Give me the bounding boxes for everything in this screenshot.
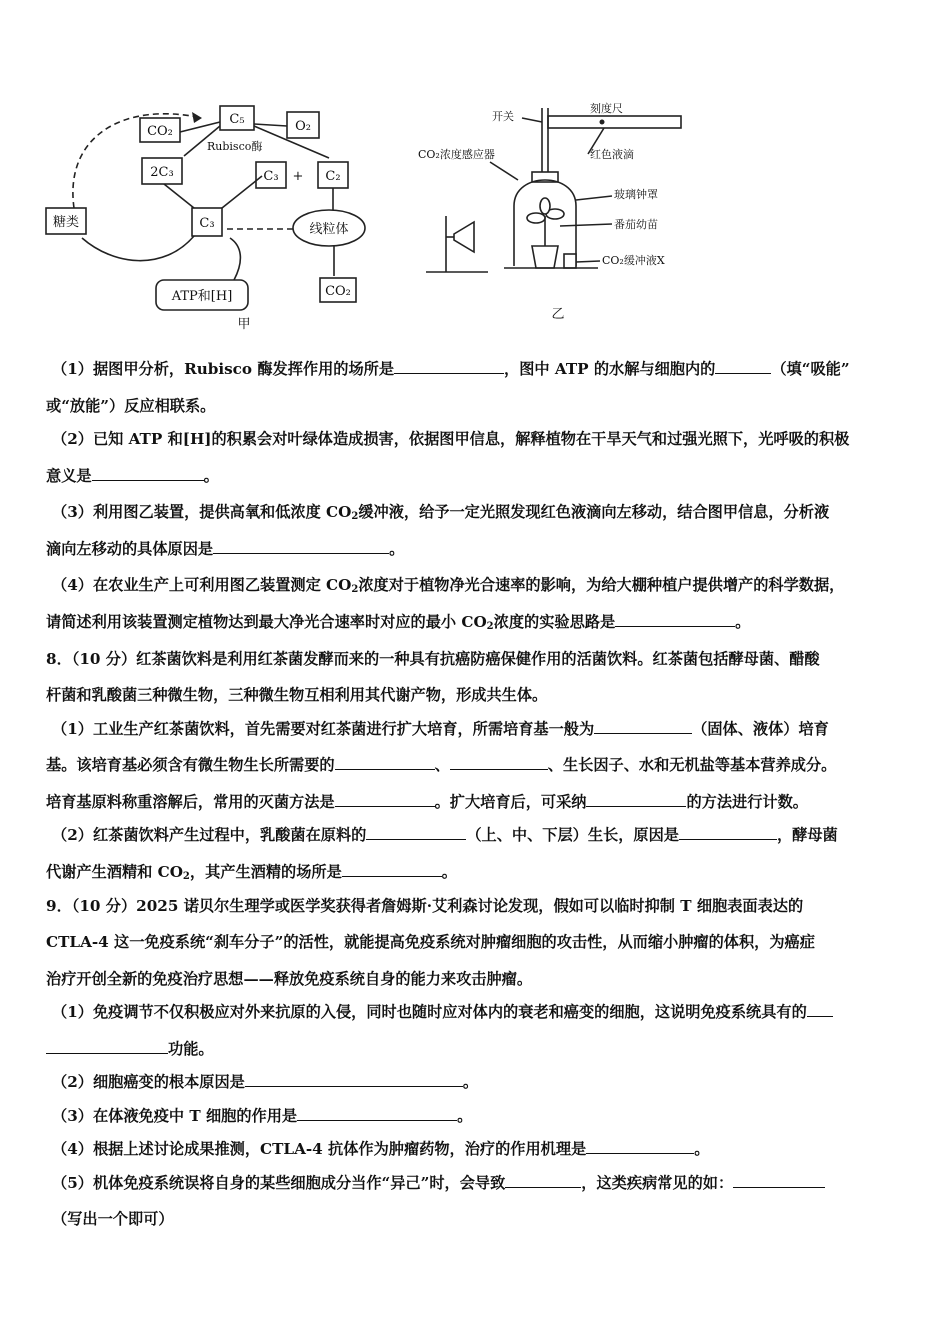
answer-blank[interactable] [366, 824, 466, 840]
q7-part4-line2: 请简述利用该装置测定植物达到最大净光合速率时对应的最小 $CO_2$浓度的实验思路是 。 [46, 613, 751, 633]
q9-part1-line2: 功能。 [46, 1036, 910, 1070]
q7-part2-line1: （2）已知 ATP 和[H]的积累会对叶绿体造成损害，依据图甲信息，解释植物在干旱天气和过强光照下，光呼吸的积极 [52, 430, 850, 449]
q9-part1-line1: （1）免疫调节不仅积极应对外来抗原的入侵，同时也随时应对体内的衰老和癌变的细胞，这说明免疫系统具有的 [46, 999, 910, 1036]
co2-output-label: CO₂ [325, 284, 351, 299]
arrow-c3r-c3 [222, 176, 262, 208]
q7-part4-line1: （4）在农业生产上可利用图乙装置测定 $CO_2$浓度对于植物净光合速率的影响，为给大棚种植户提供增产的科学数据， [52, 576, 845, 596]
answer-blank[interactable] [335, 754, 435, 770]
c3-bottom-label: C₃ [199, 216, 215, 231]
o2-label: O₂ [295, 119, 311, 134]
lamp-head [454, 222, 474, 252]
q8-part2-line2: 代谢产生酒精和 $CO_2$，其产生酒精的场所是 。 [46, 863, 457, 883]
buffer-beaker [564, 254, 576, 268]
answer-blank[interactable] [586, 791, 686, 807]
co2-input-label: CO₂ [147, 124, 173, 139]
answer-blank[interactable] [342, 861, 442, 877]
arrow-atp-c3 [230, 238, 240, 280]
figure-b-caption: 乙 [551, 307, 565, 322]
sensor-label: CO₂浓度感应器 [418, 148, 495, 161]
switch-label: 开关 [492, 110, 514, 123]
answer-blank[interactable] [450, 754, 548, 770]
answer-blank[interactable] [297, 1105, 457, 1121]
q9-part2: （2）细胞癌变的根本原因是 。 [52, 1073, 479, 1092]
q9-part5-line2: （写出一个即可） [52, 1210, 174, 1229]
c2-label: C₂ [325, 169, 341, 184]
figure-b-apparatus-diagram [414, 96, 714, 331]
red-droplet-label: 红色液滴 [590, 148, 634, 161]
mitochondria-label: 线粒体 [309, 222, 349, 237]
2c3-label: 2C₃ [150, 165, 174, 180]
sensor-pointer [490, 162, 518, 180]
answer-blank[interactable] [715, 358, 771, 374]
atp-label: ATP和[H] [171, 289, 233, 304]
buffer-pointer [576, 261, 600, 262]
sugar-label: 糖类 [52, 215, 80, 230]
arrow-head [192, 112, 202, 123]
answer-blank[interactable] [505, 1172, 581, 1188]
buffer-label: CO₂缓冲液X [602, 254, 665, 267]
q9-part4: （4）根据上述讨论成果推测，CTLA-4 抗体作为肿瘤药物，治疗的作用机理是 。 [52, 1140, 710, 1159]
seedling-pointer [560, 224, 612, 226]
arrow-c3-sugar [82, 236, 194, 261]
bell-pointer [576, 196, 612, 200]
ruler-label: 刻度尺 [590, 102, 623, 115]
q9-part3: （3）在体液免疫中 T 细胞的作用是 。 [52, 1106, 473, 1125]
answer-blank[interactable] [594, 718, 692, 734]
q8-heading-line1: 8．（10 分）红茶菌饮料是利用红茶菌发酵而来的一种具有抗癌防癌保健作用的活菌饮料。红茶菌包括酵母菌、醋酸 [46, 649, 820, 668]
q7-part1-line2: 或“放能”）反应相联系。 [46, 396, 216, 415]
q7-part3-line1: （3）利用图乙装置，提供高氧和低浓度 $CO_2$缓冲液，给予一定光照发现红色液滴向左移动，结合图甲信息，分析液 [52, 503, 830, 523]
figure-a-caption: 甲 [237, 317, 251, 332]
q9-heading-line1: 9．（10 分）2025 诺贝尔生理学或医学奖获得者詹姆斯·艾利森讨论发现，假如可以临时抑制 T 细胞表面表达的 [46, 896, 804, 915]
answer-blank[interactable] [92, 465, 204, 481]
figure-a-calvin-photorespiration-diagram [44, 96, 374, 336]
answer-blank[interactable] [245, 1071, 463, 1087]
q9-heading-line3: 治疗开创全新的免疫治疗思想——释放免疫系统自身的能力来攻击肿瘤。 [46, 969, 532, 988]
answer-blank[interactable] [679, 824, 777, 840]
answer-blank[interactable] [335, 791, 435, 807]
ruler-bar [548, 116, 681, 128]
leaf-top [540, 198, 550, 214]
q8-part1-line3: 培育基原料称重溶解后，常用的灭菌方法是 。扩大培育后，可采纳 的方法进行计数。 [46, 792, 808, 811]
red-droplet [600, 120, 605, 125]
arrow-o2-c5 [254, 124, 287, 126]
q7-part2-line2: 意义是 。 [46, 466, 219, 485]
q9-heading-line2: CTLA-4 这一免疫系统“刹车分子”的活性，就能提高免疫系统对肿瘤细胞的攻击性，从而缩小肿瘤的体积，为癌症 [46, 933, 815, 952]
q8-part1-line1: （1）工业生产红茶菌饮料，首先需要对红茶菌进行扩大培育，所需培育基一般为 （固体、液体）培育 [52, 719, 829, 738]
q9-part5-line1: （5）机体免疫系统误将自身的某些细胞成分当作“异己”时，会导致 ，这类疾病常见的如： [46, 1170, 910, 1207]
arrow-2c3-c3 [164, 184, 194, 208]
answer-blank[interactable] [586, 1138, 694, 1154]
leaf-left [527, 213, 545, 223]
flower-pot [532, 246, 558, 268]
q8-part1-line2: 基。该培育基必须含有微生物生长所需要的 、 、生长因子、水和无机盐等基本营养成分。 [46, 756, 837, 775]
c3-right-label: C₃ [263, 169, 279, 184]
q8-part2-line1: （2）红茶菌饮料产生过程中，乳酸菌在原料的 （上、中、下层）生长，原因是 ，酵母菌 [52, 826, 838, 845]
answer-blank[interactable] [394, 358, 504, 374]
rubisco-label: Rubisco酶 [207, 140, 263, 153]
answer-blank[interactable] [733, 1172, 825, 1188]
q8-heading-line2: 杆菌和乳酸菌三种微生物，三种微生物互相利用其代谢产物，形成共生体。 [46, 686, 548, 705]
c5-label: C₅ [229, 112, 245, 127]
answer-blank[interactable] [807, 1001, 833, 1017]
q7-part1-line1: （1）据图甲分析，Rubisco 酶发挥作用的场所是 ，图中 ATP 的水解与细胞内的 （填“吸能” [52, 360, 850, 378]
answer-blank[interactable] [615, 611, 735, 627]
answer-blank[interactable] [46, 1038, 168, 1054]
plus-sign: + [292, 169, 304, 184]
answer-blank[interactable] [213, 538, 389, 554]
seedling-label: 番茄幼苗 [614, 218, 658, 231]
question-text [46, 356, 910, 1243]
switch-pointer [522, 118, 542, 122]
q7-part3-line2: 滴向左移动的具体原因是 。 [46, 539, 405, 558]
figures [44, 96, 704, 336]
bell-label: 玻璃钟罩 [614, 188, 658, 201]
